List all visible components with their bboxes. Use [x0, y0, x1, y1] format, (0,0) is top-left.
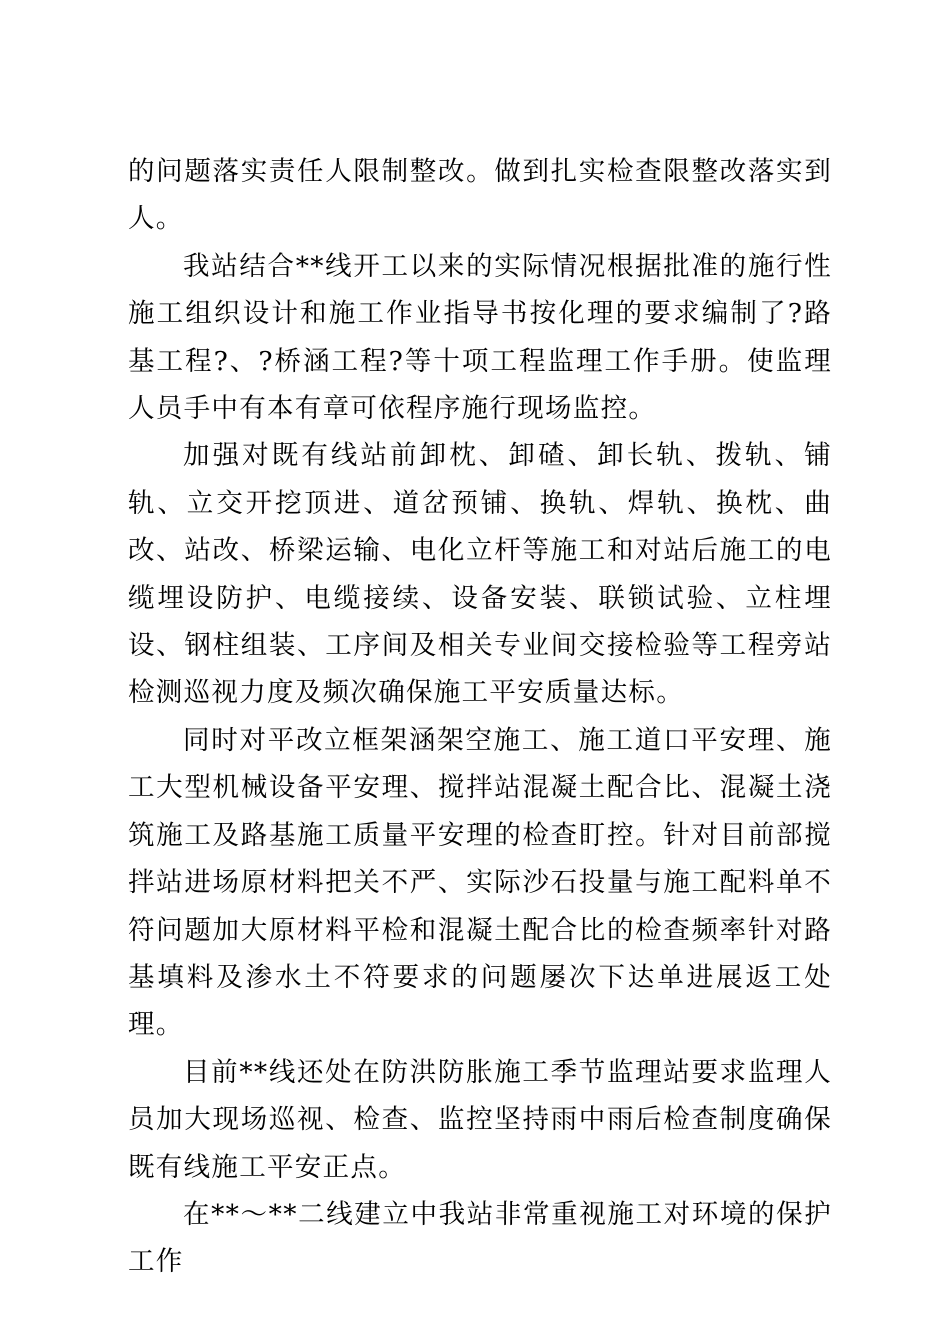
paragraph-inspection-strengthening: 加强对既有线站前卸枕、卸碴、卸长轨、拨轨、铺轨、立交开挖顶进、道岔预铺、换轨、焊轨、换枕、曲改、站改、桥梁运输、电化立杆等施工和对站后施工的电缆埋设防护、电缆接续、设备安装、联锁试验、立柱埋设、钢柱组装、工序间及相关专业间交接检验等工程旁站检测巡视力度及频次确保施工平安质量达标。 [128, 440, 832, 709]
paragraph-flood-season: 目前**线还处在防洪防胀施工季节监理站要求监理人员加大现场巡视、检查、监控坚持雨中雨后检查制度确保既有线施工平安正点。 [128, 1056, 832, 1183]
paragraph-supervision-manuals: 我站结合**线开工以来的实际情况根据批准的施行性施工组织设计和施工作业指导书按化理的要求编制了?路基工程?、?桥涵工程?等十项工程监理工作手册。使监理人员手中有本有章可依程序施行现场监控。 [128, 250, 832, 425]
paragraph-quality-control: 同时对平改立框架涵架空施工、施工道口平安理、施工大型机械设备平安理、搅拌站混凝土配合比、混凝土浇筑施工及路基施工质量平安理的检查盯控。针对目前部搅拌站进场原材料把关不严、实际沙石投量与施工配料单不符问题加大原材料平检和混凝土配合比的检查频率针对路基填料及渗水土不符要求的问题屡次下达单进展返工处理。 [128, 724, 832, 1041]
document-body [128, 148, 832, 1286]
paragraph-continuation: 的问题落实责任人限制整改。做到扎实检查限整改落实到人。 [128, 156, 832, 235]
paragraph-environmental-protection: 在**～**二线建立中我站非常重视施工对环境的保护工作 [128, 1198, 832, 1278]
